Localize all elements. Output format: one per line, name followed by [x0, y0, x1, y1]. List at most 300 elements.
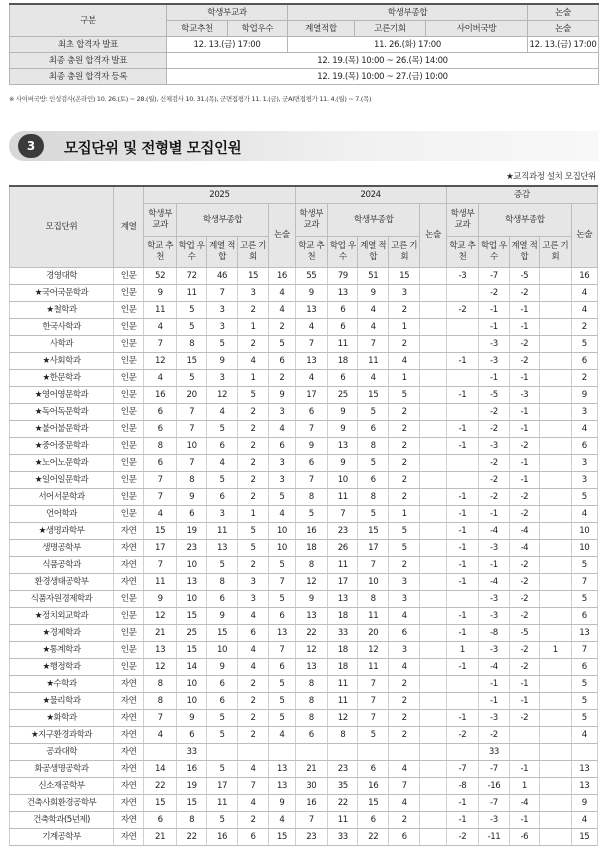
quota-cell: 8	[295, 710, 328, 727]
header-gubun: 구분	[10, 4, 167, 37]
table-row	[10, 574, 598, 591]
quota-cell: 9	[358, 285, 388, 302]
quota-cell: 15	[207, 625, 237, 642]
quota-cell: 9	[207, 353, 237, 370]
quota-cell	[144, 744, 177, 761]
quota-cell: 5	[269, 591, 295, 608]
quota-cell: 22	[295, 625, 328, 642]
table-row	[10, 421, 598, 438]
quota-cell	[420, 421, 446, 438]
quota-cell	[446, 676, 479, 693]
quota-cell: -3	[479, 710, 509, 727]
quota-cell: 2	[388, 557, 419, 574]
quota-cell: 9	[295, 591, 328, 608]
quota-cell: 5	[388, 540, 419, 557]
field-type: 인문	[113, 387, 143, 404]
quota-cell: 3	[388, 642, 419, 659]
admission-unit-name: 언어학과	[10, 506, 114, 523]
quota-cell: -1	[446, 438, 479, 455]
admission-unit-name: 건축학과(5년제)	[10, 812, 114, 829]
quota-cell: 6	[295, 455, 328, 472]
header-school-recommend-2025: 학교 추천	[144, 237, 177, 268]
quota-cell: 12	[358, 642, 388, 659]
quota-cell: 1	[388, 506, 419, 523]
field-type: 자연	[113, 676, 143, 693]
quota-cell: 2	[237, 404, 268, 421]
quota-cell: -1	[509, 812, 539, 829]
section-title: 모집단위 및 전형별 모집인원	[64, 141, 242, 157]
table-row	[10, 659, 598, 676]
quota-cell: 21	[144, 829, 177, 846]
quota-cell: 15	[358, 795, 388, 812]
field-type: 인문	[113, 642, 143, 659]
quota-cell: 8	[176, 812, 206, 829]
quota-cell: 2	[388, 812, 419, 829]
quota-cell: -1	[509, 319, 539, 336]
quota-cell: 6	[295, 727, 328, 744]
quota-cell: 7	[388, 778, 419, 795]
quota-cell	[420, 268, 446, 285]
quota-cell: 15	[388, 268, 419, 285]
quota-cell: 2	[237, 438, 268, 455]
quota-cell: -1	[479, 302, 509, 319]
quota-cell: 7	[237, 778, 268, 795]
quota-cell: 7	[358, 710, 388, 727]
quota-cell: -1	[446, 795, 479, 812]
quota-cell: 12	[328, 710, 358, 727]
header-year-2024: 2024	[295, 186, 446, 204]
quota-cell	[540, 591, 571, 608]
quota-cell	[420, 336, 446, 353]
admission-unit-name: ★경제학과	[10, 625, 114, 642]
quota-cell: 5	[269, 710, 295, 727]
quota-cell: -4	[479, 523, 509, 540]
admission-unit-name: ★한문학과	[10, 370, 114, 387]
quota-cell: 13	[571, 625, 597, 642]
quota-cell: 17	[144, 540, 177, 557]
quota-cell: 2	[269, 319, 295, 336]
quota-cell: 13	[295, 608, 328, 625]
quota-cell: 4	[571, 302, 597, 319]
quota-cell	[540, 404, 571, 421]
quota-cell: 33	[328, 625, 358, 642]
field-type: 자연	[113, 557, 143, 574]
quota-cell: 5	[358, 506, 388, 523]
quota-cell: 5	[358, 727, 388, 744]
admission-unit-name: ★생명과학부	[10, 523, 114, 540]
quota-cell	[328, 744, 358, 761]
quota-cell: 6	[358, 761, 388, 778]
quota-cell: 35	[328, 778, 358, 795]
quota-cell	[446, 285, 479, 302]
field-type: 인문	[113, 370, 143, 387]
admission-unit-name: 환경생태공학부	[10, 574, 114, 591]
header-essay: 논술	[528, 4, 599, 21]
quota-cell: -3	[479, 353, 509, 370]
quota-cell: 3	[388, 574, 419, 591]
quota-cell: 9	[571, 387, 597, 404]
row-label-final-additional-registration: 최종 충원 합격자 등록	[10, 69, 167, 85]
quota-cell: 13	[176, 574, 206, 591]
table-row	[10, 608, 598, 625]
quota-cell: 6	[358, 421, 388, 438]
quota-cell: 2	[388, 710, 419, 727]
quota-cell: 13	[207, 540, 237, 557]
field-type: 자연	[113, 778, 143, 795]
quota-cell	[420, 608, 446, 625]
quota-cell: 9	[295, 438, 328, 455]
quota-cell: 6	[207, 676, 237, 693]
quota-cell: -1	[509, 404, 539, 421]
quota-cell	[420, 353, 446, 370]
quota-cell: 10	[176, 591, 206, 608]
quota-cell: 2	[237, 455, 268, 472]
quota-cell: 7	[571, 642, 597, 659]
quota-cell: -2	[479, 727, 509, 744]
field-type: 인문	[113, 268, 143, 285]
quota-cell	[540, 540, 571, 557]
quota-cell: -3	[479, 438, 509, 455]
quota-cell: 3	[207, 370, 237, 387]
quota-cell: 7	[295, 812, 328, 829]
quota-cell	[540, 421, 571, 438]
quota-cell: 18	[328, 659, 358, 676]
quota-cell: 10	[176, 438, 206, 455]
admission-unit-name: ★국어국문학과	[10, 285, 114, 302]
table-row	[10, 523, 598, 540]
table-row	[10, 557, 598, 574]
quota-cell: 7	[571, 574, 597, 591]
quota-cell: 13	[269, 761, 295, 778]
quota-cell	[420, 370, 446, 387]
quota-cell: -1	[446, 710, 479, 727]
quota-cell: 8	[176, 336, 206, 353]
quota-cell: 2	[237, 557, 268, 574]
quota-cell: 13	[295, 353, 328, 370]
quota-cell: 4	[144, 727, 177, 744]
quota-cell	[540, 829, 571, 846]
sub-essay: 논술	[528, 21, 599, 37]
quota-cell: 5	[237, 523, 268, 540]
admission-unit-name: 경영대학	[10, 268, 114, 285]
first-announcement-essay-cell: 12. 13.(금) 17:00	[528, 37, 599, 53]
quota-cell: -2	[509, 574, 539, 591]
quota-cell: 5	[176, 370, 206, 387]
field-type: 인문	[113, 472, 143, 489]
quota-cell: 3	[237, 285, 268, 302]
quota-cell: 51	[358, 268, 388, 285]
sub-field-fit: 계열적합	[288, 21, 355, 37]
quota-cell: 8	[144, 693, 177, 710]
table-row	[10, 302, 598, 319]
field-type: 인문	[113, 625, 143, 642]
quota-cell: 6	[388, 625, 419, 642]
header-comprehensive-change: 학생부종합	[479, 204, 571, 237]
quota-cell	[446, 693, 479, 710]
table-row	[10, 319, 598, 336]
quota-cell: 9	[328, 421, 358, 438]
quota-cell: 4	[144, 370, 177, 387]
quota-cell: 11	[328, 812, 358, 829]
quota-cell	[540, 608, 571, 625]
quota-cell: -1	[509, 472, 539, 489]
quota-cell	[540, 693, 571, 710]
row-label-final-additional-announcement: 최종 충원 합격자 발표	[10, 53, 167, 69]
quota-cell: 5	[207, 421, 237, 438]
quota-cell: 46	[207, 268, 237, 285]
header-sub-2025-1: 학업 우수	[176, 237, 206, 268]
quota-cell: -1	[509, 421, 539, 438]
quota-cell: 2	[237, 710, 268, 727]
quota-cell: 6	[358, 472, 388, 489]
admission-quota-table	[9, 185, 598, 846]
quota-cell	[540, 319, 571, 336]
quota-cell: 3	[207, 302, 237, 319]
quota-cell: 3	[207, 319, 237, 336]
quota-cell	[509, 727, 539, 744]
quota-cell: 22	[144, 778, 177, 795]
quota-cell: 5	[571, 489, 597, 506]
table-row	[10, 812, 598, 829]
header-student-record-subject: 학생부교과	[167, 4, 288, 21]
quota-cell: -1	[446, 489, 479, 506]
quota-cell: 7	[358, 693, 388, 710]
quota-cell: 1	[540, 642, 571, 659]
quota-cell: 4	[237, 659, 268, 676]
quota-cell: -1	[479, 557, 509, 574]
table-row	[10, 438, 598, 455]
header-sub-2024-1: 학업 우수	[328, 237, 358, 268]
quota-cell: 7	[176, 404, 206, 421]
quota-cell: 12	[144, 608, 177, 625]
quota-cell: 2	[388, 676, 419, 693]
quota-cell: 13	[269, 778, 295, 795]
quota-cell: 3	[207, 506, 237, 523]
quota-cell: 9	[176, 710, 206, 727]
quota-cell: 3	[237, 574, 268, 591]
quota-cell: 10	[571, 523, 597, 540]
quota-cell: 12	[207, 387, 237, 404]
field-type: 인문	[113, 285, 143, 302]
quota-cell: 4	[144, 319, 177, 336]
quota-cell: 2	[237, 421, 268, 438]
quota-cell: -2	[509, 591, 539, 608]
quota-cell: 15	[176, 608, 206, 625]
quota-cell: 6	[144, 812, 177, 829]
quota-cell: 7	[295, 336, 328, 353]
field-type: 인문	[113, 438, 143, 455]
quota-cell: 19	[176, 778, 206, 795]
admission-unit-name: 생명공학부	[10, 540, 114, 557]
header-sub-change-2: 계열 적합	[509, 237, 539, 268]
quota-cell: 5	[269, 336, 295, 353]
table-row	[10, 642, 598, 659]
quota-cell: 11	[328, 557, 358, 574]
field-type: 인문	[113, 336, 143, 353]
quota-cell: 1	[509, 778, 539, 795]
quota-cell: 3	[388, 285, 419, 302]
quota-cell	[540, 387, 571, 404]
quota-cell: 12	[295, 642, 328, 659]
quota-cell: 5	[358, 455, 388, 472]
quota-cell: 16	[176, 761, 206, 778]
quota-cell: 1	[237, 319, 268, 336]
quota-cell: -1	[446, 540, 479, 557]
quota-cell: -4	[479, 574, 509, 591]
quota-cell	[540, 285, 571, 302]
quota-cell: 19	[176, 523, 206, 540]
quota-cell: 5	[571, 693, 597, 710]
admission-unit-name: ★일어일문학과	[10, 472, 114, 489]
quota-cell: 20	[358, 625, 388, 642]
quota-cell: 22	[328, 795, 358, 812]
quota-cell: 5	[388, 387, 419, 404]
quota-cell: 1	[237, 370, 268, 387]
quota-cell: 5	[269, 489, 295, 506]
quota-cell: 8	[295, 693, 328, 710]
quota-cell: 6	[388, 829, 419, 846]
quota-cell: -1	[509, 693, 539, 710]
quota-cell: 4	[571, 812, 597, 829]
quota-cell: 10	[269, 540, 295, 557]
table-row	[10, 353, 598, 370]
quota-cell: 2	[388, 455, 419, 472]
quota-cell	[420, 455, 446, 472]
quota-cell: 11	[144, 574, 177, 591]
quota-cell: -2	[509, 659, 539, 676]
quota-cell: -2	[479, 285, 509, 302]
table-row	[10, 285, 598, 302]
admission-unit-name: 신소재공학부	[10, 778, 114, 795]
quota-cell: 9	[571, 795, 597, 812]
quota-cell: 4	[144, 506, 177, 523]
quota-cell: 9	[295, 285, 328, 302]
quota-cell: 52	[144, 268, 177, 285]
quota-cell: 5	[269, 557, 295, 574]
quota-cell: 3	[269, 455, 295, 472]
quota-cell: 11	[176, 285, 206, 302]
quota-cell: 2	[388, 472, 419, 489]
quota-cell	[420, 727, 446, 744]
quota-cell: 5	[571, 336, 597, 353]
quota-cell: 6	[269, 659, 295, 676]
quota-cell: 4	[237, 608, 268, 625]
quota-cell: 15	[237, 268, 268, 285]
quota-cell: 8	[358, 489, 388, 506]
quota-cell: 15	[269, 829, 295, 846]
quota-cell	[420, 710, 446, 727]
quota-cell: 8	[358, 591, 388, 608]
quota-cell: 15	[176, 353, 206, 370]
quota-cell: 6	[328, 370, 358, 387]
quota-cell: 2	[237, 727, 268, 744]
field-type: 자연	[113, 693, 143, 710]
quota-cell: 17	[358, 540, 388, 557]
header-subject-2025: 학생부 교과	[144, 204, 177, 237]
field-type: 인문	[113, 608, 143, 625]
header-essay-2025: 논술	[269, 204, 295, 268]
quota-cell: 7	[295, 472, 328, 489]
quota-cell: 21	[295, 761, 328, 778]
quota-cell	[446, 472, 479, 489]
quota-cell	[420, 574, 446, 591]
quota-cell: 15	[358, 523, 388, 540]
quota-cell: 5	[571, 557, 597, 574]
quota-cell: 7	[176, 455, 206, 472]
quota-cell	[420, 285, 446, 302]
quota-cell	[540, 676, 571, 693]
sub-cyber-defense: 사이버국방	[426, 21, 528, 37]
quota-cell: 5	[571, 591, 597, 608]
quota-cell: -4	[509, 540, 539, 557]
admission-unit-name: ★영어영문학과	[10, 387, 114, 404]
quota-cell: -1	[446, 608, 479, 625]
quota-cell: 15	[176, 642, 206, 659]
quota-cell: 23	[328, 761, 358, 778]
quota-cell	[446, 370, 479, 387]
quota-cell: 6	[571, 608, 597, 625]
quota-cell: 2	[388, 336, 419, 353]
quota-cell: -4	[509, 523, 539, 540]
quota-cell: -1	[509, 370, 539, 387]
quota-cell: 10	[571, 540, 597, 557]
quota-cell: 11	[358, 608, 388, 625]
quota-cell	[420, 472, 446, 489]
field-type: 자연	[113, 727, 143, 744]
quota-cell: 8	[176, 472, 206, 489]
admission-unit-name: ★행정학과	[10, 659, 114, 676]
quota-cell: 2	[388, 404, 419, 421]
header-year-2025: 2025	[144, 186, 295, 204]
quota-cell: 4	[269, 727, 295, 744]
quota-cell: 9	[176, 489, 206, 506]
quota-cell: -1	[479, 676, 509, 693]
quota-cell	[540, 489, 571, 506]
quota-cell: 7	[295, 421, 328, 438]
quota-cell: -1	[446, 387, 479, 404]
quota-cell: 8	[207, 574, 237, 591]
quota-cell	[420, 302, 446, 319]
quota-cell: 55	[295, 268, 328, 285]
table-row	[10, 489, 598, 506]
quota-cell	[420, 693, 446, 710]
table-row	[10, 591, 598, 608]
quota-cell	[420, 387, 446, 404]
quota-cell	[540, 268, 571, 285]
quota-cell: -1	[509, 302, 539, 319]
quota-cell	[420, 557, 446, 574]
quota-cell	[540, 795, 571, 812]
quota-cell: 2	[237, 302, 268, 319]
quota-cell: 13	[328, 285, 358, 302]
quota-cell: 2	[269, 370, 295, 387]
quota-cell	[420, 540, 446, 557]
quota-cell: 15	[176, 795, 206, 812]
admission-unit-name: 기계공학부	[10, 829, 114, 846]
quota-cell: 18	[328, 608, 358, 625]
quota-cell: 6	[207, 591, 237, 608]
quota-cell: 6	[207, 438, 237, 455]
quota-cell: -7	[446, 761, 479, 778]
table-row	[10, 506, 598, 523]
quota-cell: -5	[509, 625, 539, 642]
quota-cell: 7	[358, 336, 388, 353]
quota-cell: -2	[509, 285, 539, 302]
quota-cell: 6	[207, 693, 237, 710]
field-type: 인문	[113, 302, 143, 319]
quota-cell: 2	[237, 489, 268, 506]
table-row	[10, 727, 598, 744]
